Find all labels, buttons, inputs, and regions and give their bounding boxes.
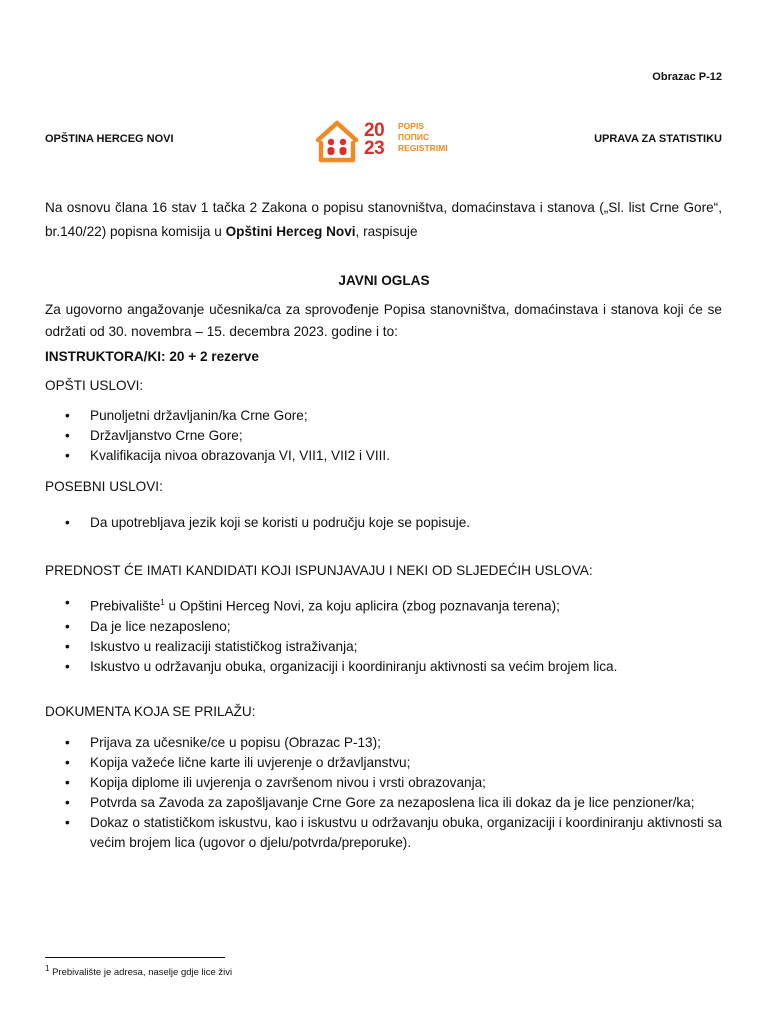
census-logo [312, 116, 462, 168]
document-title: JAVNI OGLAS [338, 273, 430, 288]
documents-heading: DOKUMENTA KOJA SE PRILAŽU: [45, 704, 256, 719]
list-item-text-cont: u Opštini Herceg Novi, za koju aplicira (zbog poznavanja terena); [164, 598, 560, 614]
priority-list [45, 593, 722, 677]
list-item-text: Kopija diplome ili uvjerenja o završenom nivou i vrsti obrazovanja; [90, 775, 486, 790]
list-item [45, 593, 722, 617]
list-item [45, 617, 722, 637]
list-item [45, 657, 722, 677]
list-item [45, 813, 722, 853]
bullet-icon: • [65, 815, 70, 830]
bullet-icon: • [65, 618, 70, 634]
list-item [45, 637, 722, 657]
list-item-text: Dokaz o statističkom iskustvu, kao i iskustvu u održavanju obuka, organizaciji i koordiniranju aktivnosti sa većim brojem lica (ugovor o djelu/potvrda/preporuke). [90, 815, 722, 850]
agency-name: UPRAVA ZA STATISTIKU [594, 133, 722, 145]
logo-word-albanian: REGISTRIMI [398, 143, 448, 153]
footnote-text: Prebivalište je adresa, naselje gdje lice živi [49, 967, 233, 979]
list-item [45, 773, 722, 793]
documents-list [45, 733, 722, 853]
list-item-text: Iskustvo u realizaciji statističkog istraživanja; [90, 638, 358, 654]
list-item [45, 753, 722, 773]
bullet-icon: • [65, 735, 70, 750]
list-item-text: Kopija važeće lične karte ili uvjerenje o državljanstvu; [90, 755, 411, 770]
bullet-icon: • [65, 638, 70, 654]
list-item-text: Punoljetni državljanin/ka Crne Gore; [90, 408, 308, 423]
general-conditions-list [45, 406, 722, 466]
list-item-text: Da upotrebljava jezik koji se koristi u području koje se popisuje. [90, 515, 471, 530]
footnote [45, 964, 232, 978]
bullet-icon: • [65, 658, 70, 674]
logo-year-top: 20 [364, 120, 385, 141]
bullet-icon: • [65, 775, 70, 790]
logo-word-latin: POPIS [398, 121, 424, 131]
list-item [45, 513, 722, 533]
intro-paragraph [45, 196, 722, 244]
logo-year-bottom: 23 [364, 138, 385, 159]
bullet-icon: • [65, 428, 70, 443]
bullet-icon: • [65, 595, 70, 610]
logo-words [398, 121, 448, 154]
list-item-text: Prebivalište [90, 598, 161, 614]
footnote-ref: 1 [160, 598, 165, 607]
bullet-icon: • [65, 795, 70, 810]
list-item-text: Prijava za učesnike/ce u popisu (Obrazac P-13); [90, 735, 381, 750]
list-item [45, 446, 722, 466]
footnote-number: 1 [45, 964, 50, 973]
list-item-text: Iskustvo u održavanju obuka, organizaciji i koordiniranju aktivnosti sa većim brojem lica. [90, 658, 618, 674]
engagement-paragraph: Za ugovorno angažovanje učesnika/ca za sprovođenje Popisa stanovništva, domaćinstava i stanova koji će se održati od 30. novembra – 15. decembra 2023. godine i to: [45, 302, 722, 339]
form-code: Obrazac P-12 [652, 71, 722, 83]
house-people-icon [312, 116, 362, 166]
list-item-text: Da je lice nezaposleno; [90, 618, 231, 634]
special-conditions-list [45, 513, 722, 533]
intro-municipality: Opštini Herceg Novi [225, 224, 356, 239]
list-item [45, 793, 722, 813]
list-item-text: Potvrda sa Zavoda za zapošljavanje Crne Gore za nezaposlena lica ili dokaz da je lice penzioner/ka; [90, 795, 695, 810]
priority-heading: PREDNOST ĆE IMATI KANDIDATI KOJI ISPUNJAVAJU I NEKI OD SLJEDEĆIH USLOVA: [45, 563, 593, 578]
list-item-text: Kvalifikacija nivoa obrazovanja VI, VII1, VII2 i VIII. [90, 448, 390, 463]
bullet-icon: • [65, 755, 70, 770]
special-conditions-heading: POSEBNI USLOVI: [45, 479, 163, 494]
logo-word-cyrillic: ПОПИС [398, 132, 430, 142]
list-item [45, 426, 722, 446]
bullet-icon: • [65, 515, 70, 530]
instructors-heading: INSTRUKTORA/KI: 20 + 2 rezerve [45, 349, 259, 364]
intro-text: Na osnovu člana 16 stav 1 tačka 2 Zakona o popisu stanovništva, domaćinstava i stanova („Sl. list Crne Gore“, br.140/22) popisna komisija u [45, 200, 722, 239]
general-conditions-heading: OPŠTI USLOVI: [45, 378, 144, 393]
list-item-text: Državljanstvo Crne Gore; [90, 428, 243, 443]
bullet-icon: • [65, 448, 70, 463]
list-item [45, 733, 722, 753]
footnote-divider [45, 957, 225, 958]
intro-ending: , raspisuje [355, 224, 418, 239]
bullet-icon: • [65, 408, 70, 423]
municipality-name: OPŠTINA HERCEG NOVI [45, 133, 174, 145]
list-item [45, 406, 722, 426]
